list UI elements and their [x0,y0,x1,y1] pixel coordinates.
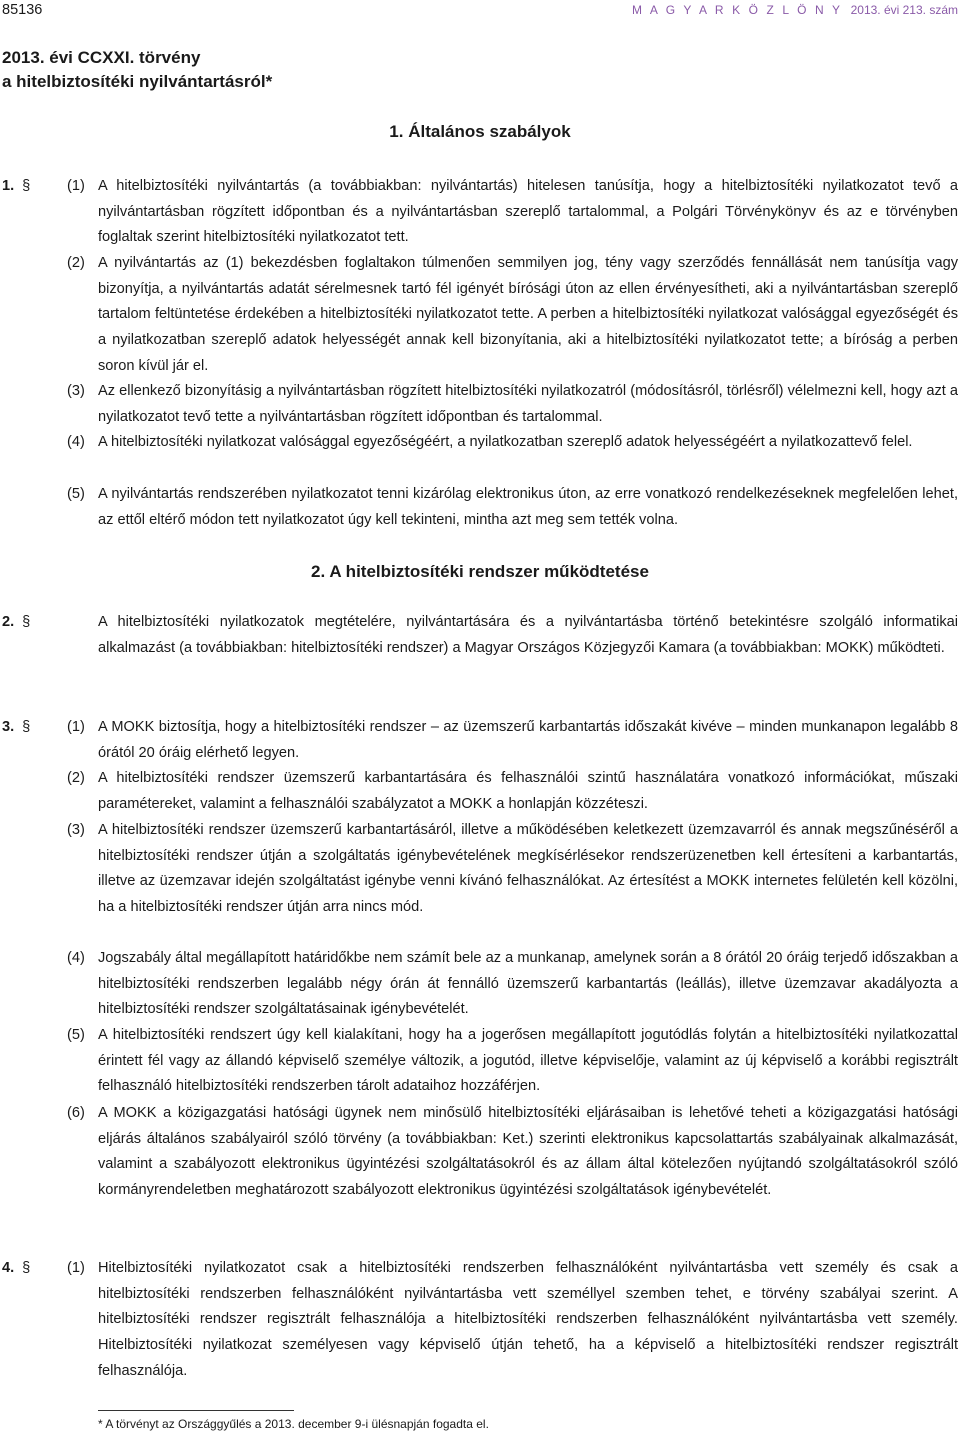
paragraph-number: (5) [67,486,85,502]
footnote-divider [98,1410,294,1411]
paragraph-3-3: A hitelbiztosítéki rendszer üzemszerű karbantartásáról, illetve a működésében keletkezett üzemzavarról és annak megszűnéséről a hitelbiztosítéki rendszer útján a szolgáltatás igénybevételének megkísérlésekor rendszerüzenetben kell értesíteni a karbantartás, illetve az üzemzavar idején szolgáltatást igénybe venni kívánó felhasználókat. Az értesítést a MOKK internetes felületén kell közölni, ha a hitelbiztosítéki rendszer útján arra nincs mód. [98,822,958,916]
paragraph-number: (3) [67,383,85,399]
footnote: * A törvényt az Országgyűlés a 2013. december 9-i ülésnapján fogadta el. [98,1417,489,1431]
law-title-line-2: a hitelbiztosítéki nyilvántartásról* [2,72,273,91]
paragraph-1-5: A nyilvántartás rendszerében nyilatkozatot tenni kizárólag elektronikus úton, az erre vonatkozó rendelkezéseknek megfelelően lehet, az ettől eltérő módon tett nyilatkozatot úgy kell tekinteni, mintha azt meg sem tették volna. [98,486,958,528]
law-title-line-1: 2013. évi CCXXI. törvény [2,48,201,67]
journal-title: M A G Y A R K Ö Z L Ö N Y [631,3,843,17]
chapter-heading-2: 2. A hitelbiztosítéki rendszer működtetése [311,562,649,581]
paragraph-3-6: A MOKK a közigazgatási hatósági ügynek nem minősülő hitelbiztosítéki eljárásaiban is lehetővé teheti a közigazgatási hatósági eljárás általános szabályairól szóló törvény (a továbbiakban: Ket.) szerinti elektronikus kapcsolattartás szabályainak alkalmazását, valamint a szabályozott elektronikus ügyintézési szolgáltatásokról és az állam által kötelezően nyújtandó szolgáltatásokról szóló kormányrendeletben meghatározott szabályozott elektronikus ügyintézési szolgáltatások igénybevételét. [98,1105,958,1199]
issue-number: 2013. évi 213. szám [850,3,958,17]
paragraph-3-4: Jogszabály által megállapított határidőkbe nem számít bele az a munkanap, amelynek során a 8 órától 20 óráig terjedő időszakban a hitelbiztosítéki rendszerben legalább négy órán át fennálló üzemszerű karbantartás (leállás), illetve üzemzavar akadályozta a hitelbiztosítéki rendszer szolgáltatásainak igénybevételét. [98,950,958,1018]
section-sign: § [22,178,31,194]
paragraph-number: (2) [67,770,85,786]
chapter-heading-1: 1. Általános szabályok [389,122,571,141]
section-number: 4. [2,1260,15,1276]
section-number-2 [2,610,30,636]
paragraph-1-3: Az ellenkező bizonyításig a nyilvántartásban rögzített hitelbiztosítéki nyilatkozatról (módosításról, törlésről) vélelmezni kell, hogy azt a nyilatkozatot tevő tette a nyilvántartásban rögzített időpontban és tartalommal. [98,383,958,425]
section-sign: § [22,719,31,735]
section-sign: § [22,614,31,630]
paragraph-number: (3) [67,822,85,838]
section-number: 1. [2,178,15,194]
law-title [2,46,272,94]
paragraph-1-2: A nyilvántartás az (1) bekezdésben foglaltakon túlmenően semmilyen jog, tény vagy szerződés fennállását nem tanúsítja vagy bizonyítja, a nyilvántartás adatát sérelmesnek tartó fél igényét bírósági úton az ellen érvényesítheti, aki a nyilvántartásban szereplő tartalom feltüntetése érdekében a hitelbiztosítéki nyilatkozatot tette. A perben a hitelbiztosítéki nyilatkozat valósággal egyezőségét és a nyilatkozatban szereplő adatok helyességét annak kell bizonyítania, aki a hitelbiztosítéki nyilatkozatot tette; a bíróság a perben soron kívül jár el. [98,255,958,374]
section-number-4 [2,1256,30,1282]
section-sign: § [22,1260,31,1276]
section-number: 2. [2,614,15,630]
paragraph-1-1: A hitelbiztosítéki nyilvántartás (a továbbiakban: nyilvántartás) hitelesen tanúsítja, hogy a hitelbiztosítéki nyilatkozatot tevő a nyilvántartásban rögzített időpontban és a nyilvántartásban szereplő tartalommal, a Polgári Törvénykönyv és az e törvényben foglaltak szerint hitelbiztosítéki nyilatkozatot tett. [98,178,958,246]
section-number: 3. [2,719,15,735]
section-number-3 [2,715,30,741]
paragraph-number: (5) [67,1027,85,1043]
paragraph-number: (4) [67,950,85,966]
paragraph-number: (1) [67,178,85,194]
paragraph-3-1: A MOKK biztosítja, hogy a hitelbiztosítéki rendszer – az üzemszerű karbantartás időszakát kivéve – minden munkanapon legalább 8 órától 20 óráig elérhető legyen. [98,719,958,761]
paragraph-number: (1) [67,1260,85,1276]
paragraph-3-5: A hitelbiztosítéki rendszert úgy kell kialakítani, hogy ha a jogerősen megállapított jogutódlás folytán a hitelbiztosítéki nyilatkozattal érintett fél vagy az állandó képviselő személye változik, a jogutód, illetve képviselője, valamint az új képviselő a korábbi regisztrált felhasználó hitelbiztosítéki rendszerben tárolt adataihoz hozzáférjen. [98,1027,958,1095]
paragraph-number: (2) [67,255,85,271]
running-header [632,0,958,20]
paragraph-1-4: A hitelbiztosítéki nyilatkozat valósággal egyezőségéért, a nyilatkozatban szereplő adatok helyességéért a nyilatkozattevő felel. [98,434,913,450]
page-number: 85136 [2,2,43,18]
paragraph-number: (1) [67,719,85,735]
section-number-1 [2,174,30,200]
paragraph-2-1: A hitelbiztosítéki nyilatkozatok megtételére, nyilvántartására és a nyilvántartásba történő betekintésre szolgáló informatikai alkalmazást (a továbbiakban: hitelbiztosítéki rendszer) a Magyar Országos Közjegyzői Kamara (a továbbiakban: MOKK) működteti. [98,614,958,656]
paragraph-number: (4) [67,434,85,450]
paragraph-4-1: Hitelbiztosítéki nyilatkozatot csak a hitelbiztosítéki rendszerben felhasználóként nyilvántartásba vett személy és csak a hitelbiztosítéki rendszerben felhasználóként nyilvántartásba vett személlyel szemben tehet, e törvény szabályai szerint. A hitelbiztosítéki rendszer regisztrált felhasználója a hitelbiztosítéki rendszerben felhasználóként nyilvántartásba vett személy. Hitelbiztosítéki nyilatkozat személyesen vagy képviselő útján tehető, ha a képviselő a hitelbiztosítéki rendszer regisztrált felhasználója. [98,1260,958,1379]
paragraph-3-2: A hitelbiztosítéki rendszer üzemszerű karbantartására és felhasználói szintű használatára vonatkozó információkat, műszaki paramétereket, valamint a felhasználói szabályzatot a MOKK a honlapján közzéteszi. [98,770,958,812]
paragraph-number: (6) [67,1105,85,1121]
